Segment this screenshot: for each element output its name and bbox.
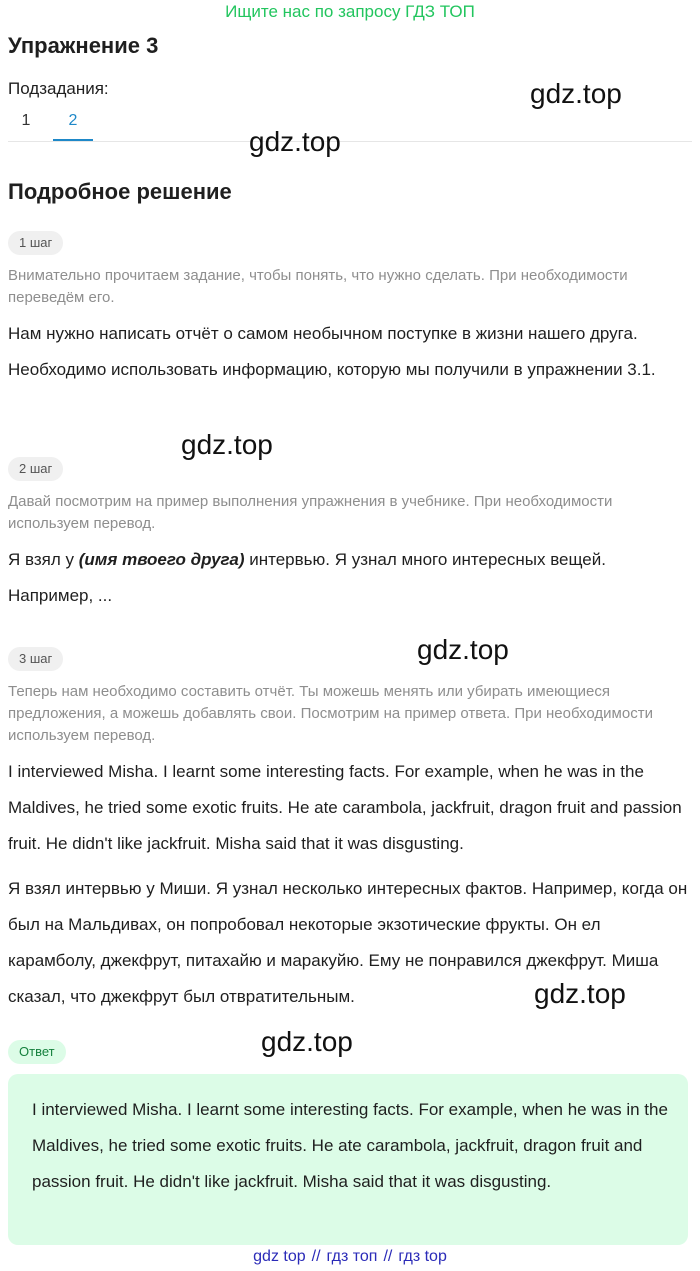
step-2-hint: Давай посмотрим на пример выполнения упражнения в учебнике. При необходимости используем перевод.: [8, 493, 613, 532]
watermark: gdz.top: [261, 1026, 353, 1057]
step-2-text: [8, 542, 692, 614]
step-2-text-start: Я взял у: [8, 550, 79, 569]
footer-separator: //: [311, 1248, 321, 1265]
step-3-hint: Теперь нам необходимо составить отчёт. Ты можешь менять или убирать имеющиеся предложения, а можешь добавлять свои. Посмотрим на пример ответа. При необходимости используем перевод.: [8, 683, 653, 744]
section-title: Подробное решение: [8, 179, 232, 204]
page-title: Упражнение 3: [8, 33, 159, 58]
watermark: gdz.top: [417, 634, 509, 665]
answer-badge: Ответ: [8, 1040, 66, 1064]
watermark: gdz.top: [530, 78, 622, 109]
step-2-text-end: интервью. Я узнал много интересных вещей. Например, ...: [8, 550, 606, 605]
step-1-badge: 1 шаг: [8, 231, 63, 255]
step-3-text-english: I interviewed Misha. I learnt some interesting facts. For example, when he was in the Maldives, he tried some exotic fruits. He ate carambola, jackfruit, dragon fruit and passion fruit. He didn't like jackfruit. Misha said that it was disgusting.: [8, 762, 682, 853]
watermark: gdz.top: [534, 978, 626, 1009]
footer-link-3[interactable]: гдз top: [398, 1248, 447, 1265]
tabs-divider: [8, 141, 692, 142]
watermark: gdz.top: [181, 429, 273, 460]
footer-separator: //: [383, 1248, 393, 1265]
step-2-badge: 2 шаг: [8, 457, 63, 481]
top-banner: Ищите нас по запросу ГДЗ ТОП: [225, 2, 475, 21]
subtasks-label: Подзадания:: [8, 79, 109, 98]
step-3-badge: 3 шаг: [8, 647, 63, 671]
friend-name-placeholder: (имя твоего друга): [78, 550, 245, 569]
answer-text: I interviewed Misha. I learnt some interesting facts. For example, when he was in the Maldives, he tried some exotic fruits. He ate carambola, jackfruit, dragon fruit and passion fruit. He didn't like jackfruit. Misha said that it was disgusting.: [32, 1100, 668, 1191]
step-3-text-russian: Я взял интервью у Миши. Я узнал несколько интересных фактов. Например, когда он был на Мальдивах, он попробовал некоторые экзотические фрукты. Он ел карамболу, джекфрут, питахайю и маракуйю. Ему не понравился джекфрут. Миша сказал, что джекфрут был отвратительным.: [8, 879, 688, 1006]
footer-link-1[interactable]: gdz top: [253, 1248, 306, 1265]
step-1-hint: Внимательно прочитаем задание, чтобы понять, что нужно сделать. При необходимости переведём его.: [8, 267, 628, 306]
watermark: gdz.top: [249, 126, 341, 157]
subtask-tab-2[interactable]: 2: [68, 112, 78, 129]
subtask-tab-1[interactable]: 1: [21, 112, 31, 129]
footer-link-2[interactable]: гдз топ: [326, 1248, 378, 1265]
step-1-text: Нам нужно написать отчёт о самом необычном поступке в жизни нашего друга. Необходимо использовать информацию, которую мы получили в упражнении 3.1.: [8, 324, 656, 379]
footer: [0, 1246, 700, 1271]
answer-box: [8, 1074, 688, 1245]
